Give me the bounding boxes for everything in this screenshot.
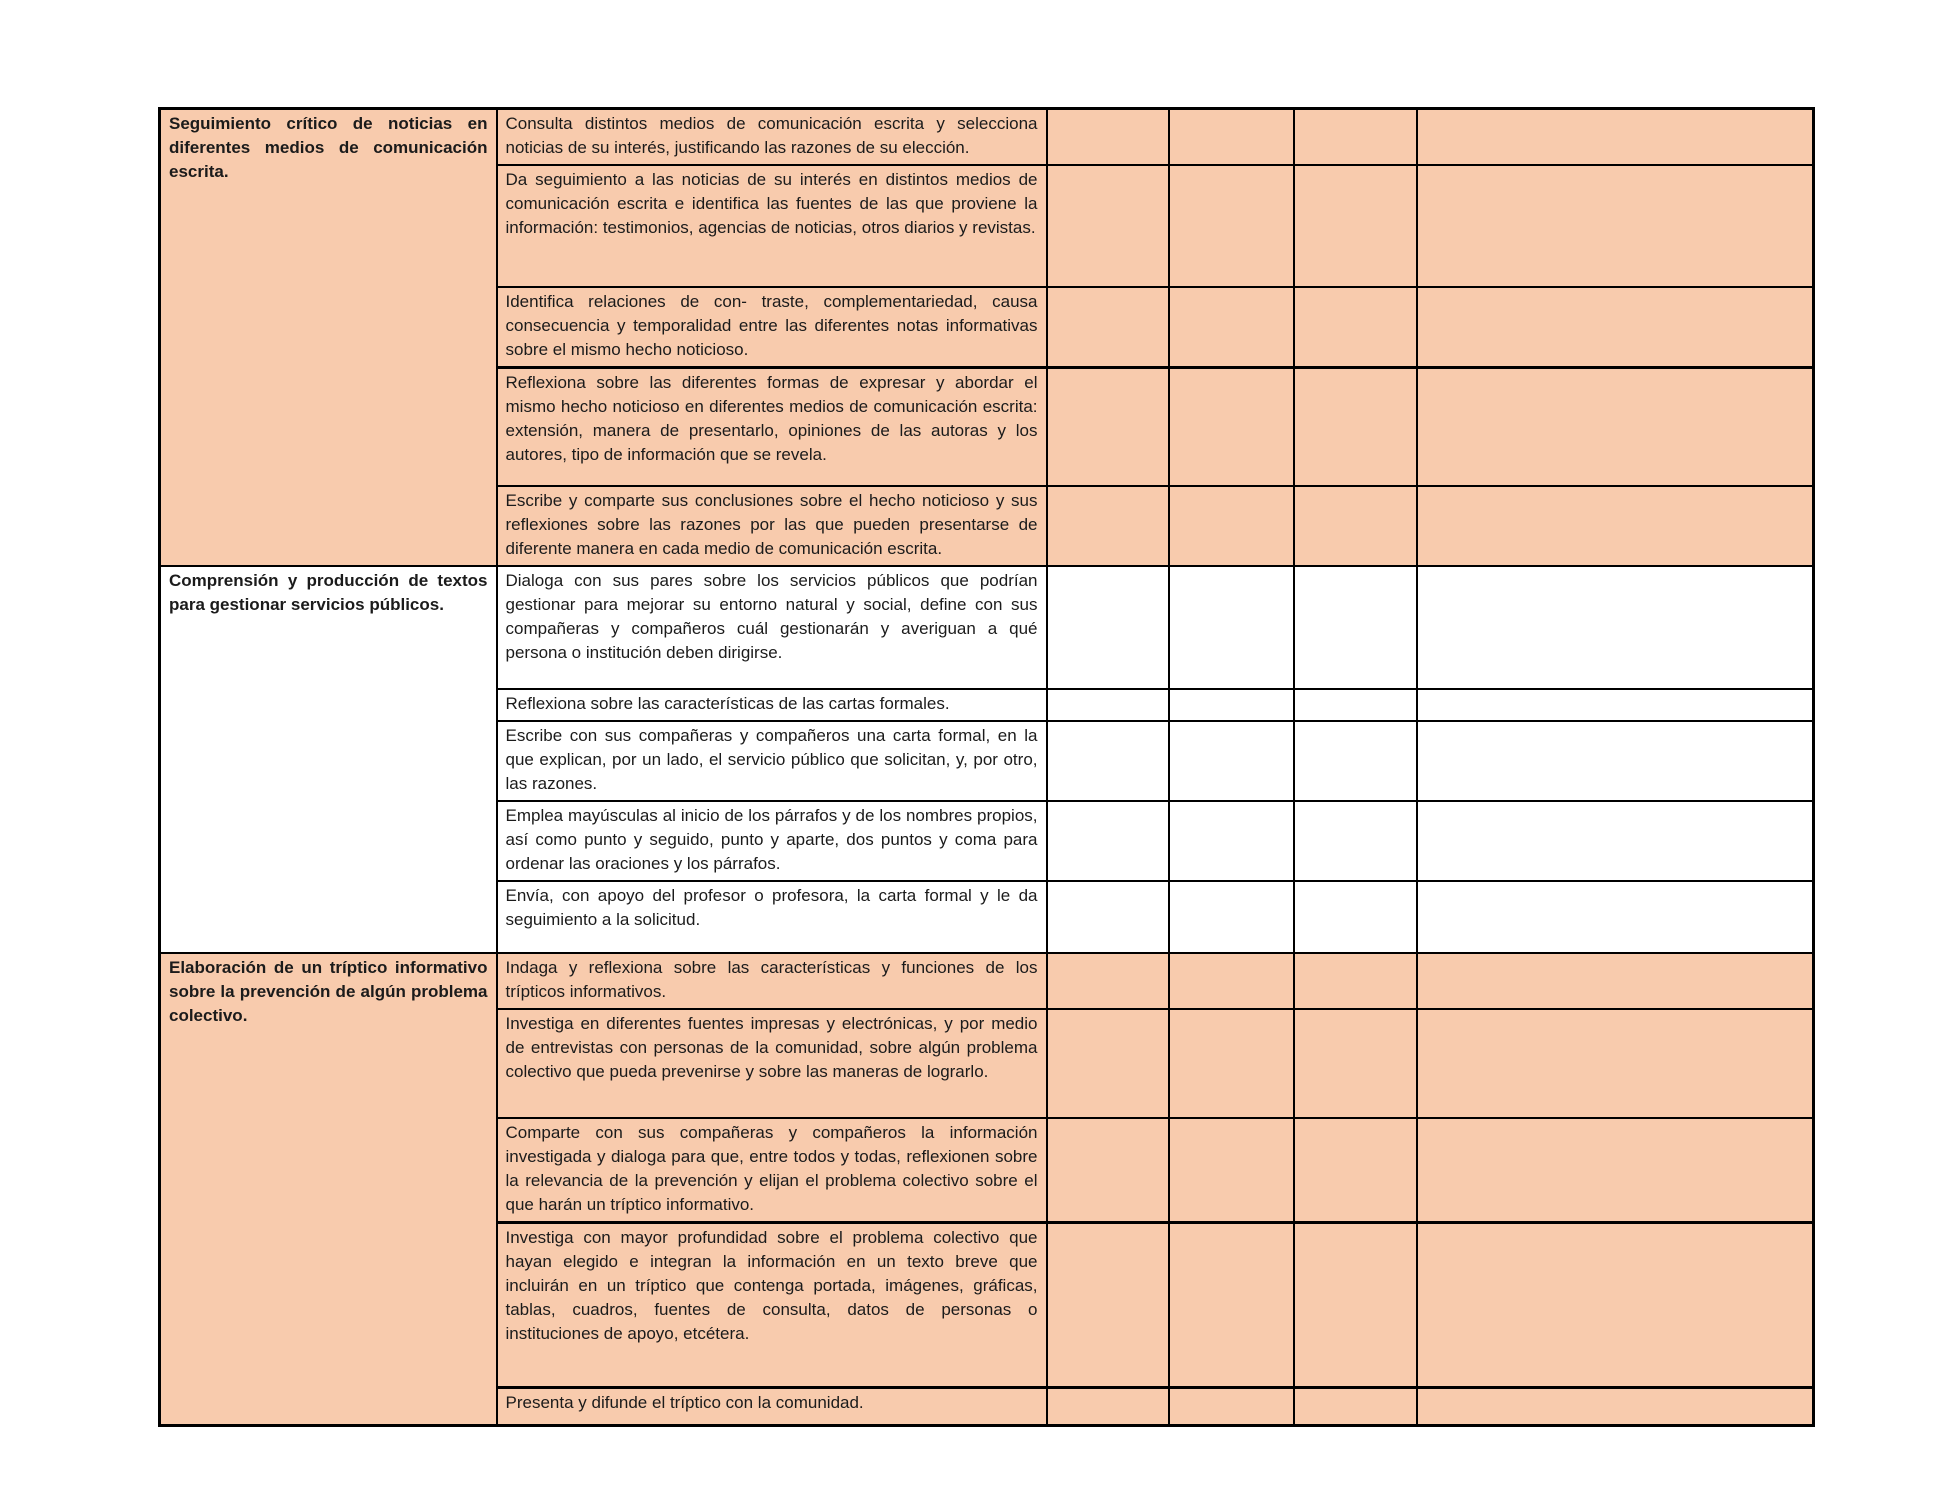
empty-cell [1047,801,1169,881]
empty-cell [1047,287,1169,368]
activity-cell: Escribe y comparte sus conclusiones sobre el hecho noticioso y sus reflexiones sobre las razones por las que pueden presentarse de diferente manera en cada medio de comunicación escrita. [497,486,1047,566]
activity-cell: Indaga y reflexiona sobre las características y funciones de los trípticos informativos. [497,953,1047,1009]
activity-cell: Dialoga con sus pares sobre los servicios públicos que podrían gestionar para mejorar su entorno natural y social, define con sus compañeras y compañeros cuál gestionarán y averiguan a qué persona o institución deben dirigirse. [497,566,1047,689]
activity-cell: Emplea mayúsculas al inicio de los párrafos y de los nombres propios, así como punto y seguido, punto y aparte, dos puntos y coma para ordenar las oraciones y los párrafos. [497,801,1047,881]
topic-cell: Elaboración de un tríptico informativo sobre la prevención de algún problema colectivo. [160,953,497,1426]
empty-cell [1294,287,1417,368]
empty-cell [1417,1009,1814,1118]
empty-cell [1169,953,1294,1009]
empty-cell [1294,109,1417,166]
empty-cell [1169,287,1294,368]
empty-cell [1294,801,1417,881]
empty-cell [1294,953,1417,1009]
empty-cell [1047,1387,1169,1425]
empty-cell [1047,1118,1169,1223]
empty-cell [1047,953,1169,1009]
activity-cell: Envía, con apoyo del profesor o profesora, la carta formal y le da seguimiento a la solicitud. [497,881,1047,953]
empty-cell [1169,165,1294,287]
empty-cell [1417,721,1814,801]
activity-cell: Escribe con sus compañeras y compañeros una carta formal, en la que explican, por un lado, el servicio público que solicitan, y, por otro, las razones. [497,721,1047,801]
empty-cell [1294,1222,1417,1387]
empty-cell [1417,287,1814,368]
empty-cell [1294,881,1417,953]
empty-cell [1047,109,1169,166]
empty-cell [1417,486,1814,566]
empty-cell [1169,1009,1294,1118]
empty-cell [1417,368,1814,486]
curriculum-table [158,107,1815,1427]
empty-cell [1047,566,1169,689]
empty-cell [1294,721,1417,801]
activity-cell: Da seguimiento a las noticias de su interés en distintos medios de comunicación escrita e identifica las fuentes de las que proviene la información: testimonios, agencias de noticias, otros diarios y revistas. [497,165,1047,287]
activity-cell: Reflexiona sobre las diferentes formas de expresar y abordar el mismo hecho noticioso en diferentes medios de comunicación escrita: extensión, manera de presentarlo, opiniones de las autoras y los autores, tipo de información que se revela. [497,368,1047,486]
empty-cell [1169,109,1294,166]
empty-cell [1417,566,1814,689]
empty-cell [1294,566,1417,689]
table-row [160,566,1814,689]
table-row [160,109,1814,166]
empty-cell [1294,368,1417,486]
empty-cell [1417,1387,1814,1425]
activity-cell: Investiga con mayor profundidad sobre el problema colectivo que hayan elegido e integran la información en un texto breve que incluirán en un tríptico que contenga portada, imágenes, gráficas, tablas, cuadros, fuentes de consulta, datos de personas o instituciones de apoyo, etcétera. [497,1222,1047,1387]
empty-cell [1047,486,1169,566]
empty-cell [1169,1118,1294,1223]
empty-cell [1047,881,1169,953]
empty-cell [1169,801,1294,881]
empty-cell [1169,368,1294,486]
empty-cell [1169,881,1294,953]
empty-cell [1047,721,1169,801]
activity-cell: Consulta distintos medios de comunicación escrita y selecciona noticias de su interés, justificando las razones de su elección. [497,109,1047,166]
table-row [160,953,1814,1009]
empty-cell [1294,1387,1417,1425]
empty-cell [1047,368,1169,486]
activity-cell: Investiga en diferentes fuentes impresas y electrónicas, y por medio de entrevistas con personas de la comunidad, sobre algún problema colectivo que pueda prevenirse y sobre las maneras de lograrlo. [497,1009,1047,1118]
empty-cell [1169,721,1294,801]
empty-cell [1417,689,1814,721]
empty-cell [1047,1222,1169,1387]
empty-cell [1169,566,1294,689]
empty-cell [1294,689,1417,721]
empty-cell [1169,1387,1294,1425]
empty-cell [1047,689,1169,721]
topic-cell: Seguimiento crítico de noticias en diferentes medios de comunicación escrita. [160,109,497,566]
empty-cell [1417,1118,1814,1223]
activity-cell: Identifica relaciones de con- traste, complementariedad, causa consecuencia y temporalidad entre las diferentes notas informativas sobre el mismo hecho noticioso. [497,287,1047,368]
empty-cell [1047,1009,1169,1118]
activity-cell: Comparte con sus compañeras y compañeros la información investigada y dialoga para que, entre todos y todas, reflexionen sobre la relevancia de la prevención y elijan el problema colectivo sobre el que harán un tríptico informativo. [497,1118,1047,1223]
empty-cell [1417,165,1814,287]
empty-cell [1169,689,1294,721]
empty-cell [1417,109,1814,166]
empty-cell [1047,165,1169,287]
empty-cell [1417,953,1814,1009]
empty-cell [1417,881,1814,953]
empty-cell [1417,1222,1814,1387]
empty-cell [1169,486,1294,566]
activity-cell: Presenta y difunde el tríptico con la comunidad. [497,1387,1047,1425]
empty-cell [1294,486,1417,566]
empty-cell [1294,1118,1417,1223]
empty-cell [1294,1009,1417,1118]
activity-cell: Reflexiona sobre las características de las cartas formales. [497,689,1047,721]
empty-cell [1294,165,1417,287]
empty-cell [1417,801,1814,881]
empty-cell [1169,1222,1294,1387]
topic-cell: Comprensión y producción de textos para gestionar servicios públicos. [160,566,497,953]
